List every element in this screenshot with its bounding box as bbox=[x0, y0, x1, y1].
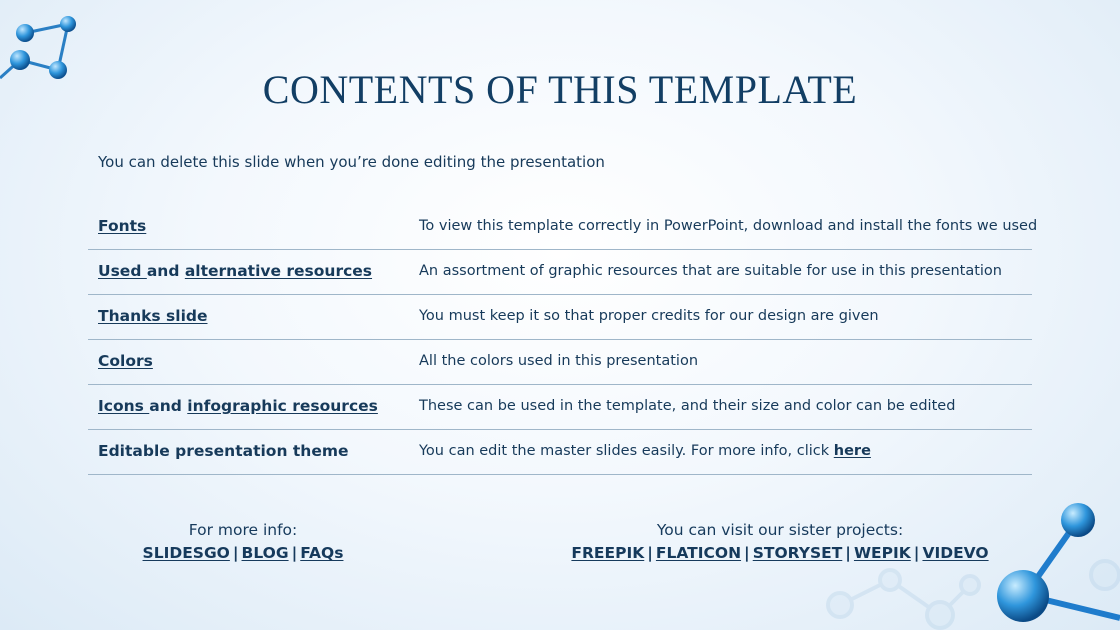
blog-link[interactable]: BLOG bbox=[241, 544, 289, 562]
freepik-link[interactable]: FREEPIK bbox=[571, 544, 645, 562]
separator: | bbox=[232, 544, 239, 562]
slide-title: CONTENTS OF THIS TEMPLATE bbox=[262, 67, 858, 112]
contents-row-fonts bbox=[88, 205, 1038, 250]
here-link[interactable]: here bbox=[833, 443, 871, 459]
wepik-link[interactable]: WEPIK bbox=[853, 544, 911, 562]
colors-link[interactable]: Colors bbox=[98, 352, 153, 370]
flaticon-link[interactable]: FLATICON bbox=[655, 544, 742, 562]
row-description: All the colors used in this presentation bbox=[419, 353, 699, 369]
row-description: An assortment of graphic resources that are suitable for use in this presentation bbox=[419, 263, 1002, 279]
row-name bbox=[98, 352, 153, 370]
footer-sister-projects-heading: You can visit our sister projects: bbox=[656, 521, 904, 539]
row-name bbox=[98, 397, 378, 415]
separator: | bbox=[845, 544, 851, 562]
contents-row-colors bbox=[88, 340, 1032, 385]
row-description: To view this template correctly in PowerPoint, download and install the fonts we used bbox=[419, 218, 1038, 234]
used-resources-link[interactable]: Used bbox=[98, 262, 147, 280]
storyset-link[interactable]: STORYSET bbox=[752, 544, 843, 562]
contents-row-resources bbox=[88, 250, 1032, 295]
fonts-link[interactable]: Fonts bbox=[98, 217, 147, 235]
theme-description-text: You can edit the master slides easily. For more info, click bbox=[419, 443, 834, 459]
slidesgo-link[interactable]: SLIDESGO bbox=[142, 544, 230, 562]
row-description: You must keep it so that proper credits for our design are given bbox=[419, 308, 879, 324]
icons-link[interactable]: Icons bbox=[98, 397, 150, 415]
videvo-link[interactable]: VIDEVO bbox=[922, 544, 989, 562]
alternative-resources-link[interactable]: alternative resources bbox=[184, 262, 373, 280]
faqs-link[interactable]: FAQs bbox=[300, 544, 344, 562]
footer-more-info-links bbox=[118, 542, 368, 565]
infographic-resources-link[interactable]: infographic resources bbox=[187, 397, 378, 415]
footer-sister-projects bbox=[560, 519, 1000, 565]
footer-more-info-heading: For more info: bbox=[188, 521, 298, 539]
contents-table bbox=[88, 205, 1038, 475]
row-description bbox=[419, 443, 871, 459]
separator: | bbox=[913, 544, 920, 562]
separator: | bbox=[744, 544, 750, 562]
row-name bbox=[98, 217, 146, 235]
row-name: Editable presentation theme bbox=[98, 442, 349, 460]
contents-row-icons bbox=[88, 385, 1032, 430]
row-name-connector: and bbox=[149, 397, 188, 415]
slide-subtitle: You can delete this slide when you’re done editing the presentation bbox=[98, 153, 605, 171]
row-name bbox=[98, 262, 372, 280]
row-name-connector: and bbox=[146, 262, 185, 280]
separator: | bbox=[291, 544, 298, 562]
footer-more-info bbox=[118, 519, 368, 565]
contents-row-thanks bbox=[88, 295, 1032, 340]
separator: | bbox=[647, 544, 653, 562]
row-description: These can be used in the template, and their size and color can be edited bbox=[419, 398, 956, 414]
thanks-slide-link[interactable]: Thanks slide bbox=[98, 307, 208, 325]
row-name bbox=[98, 307, 208, 325]
footer-sister-projects-links bbox=[560, 542, 1000, 565]
contents-row-theme bbox=[88, 430, 1032, 475]
